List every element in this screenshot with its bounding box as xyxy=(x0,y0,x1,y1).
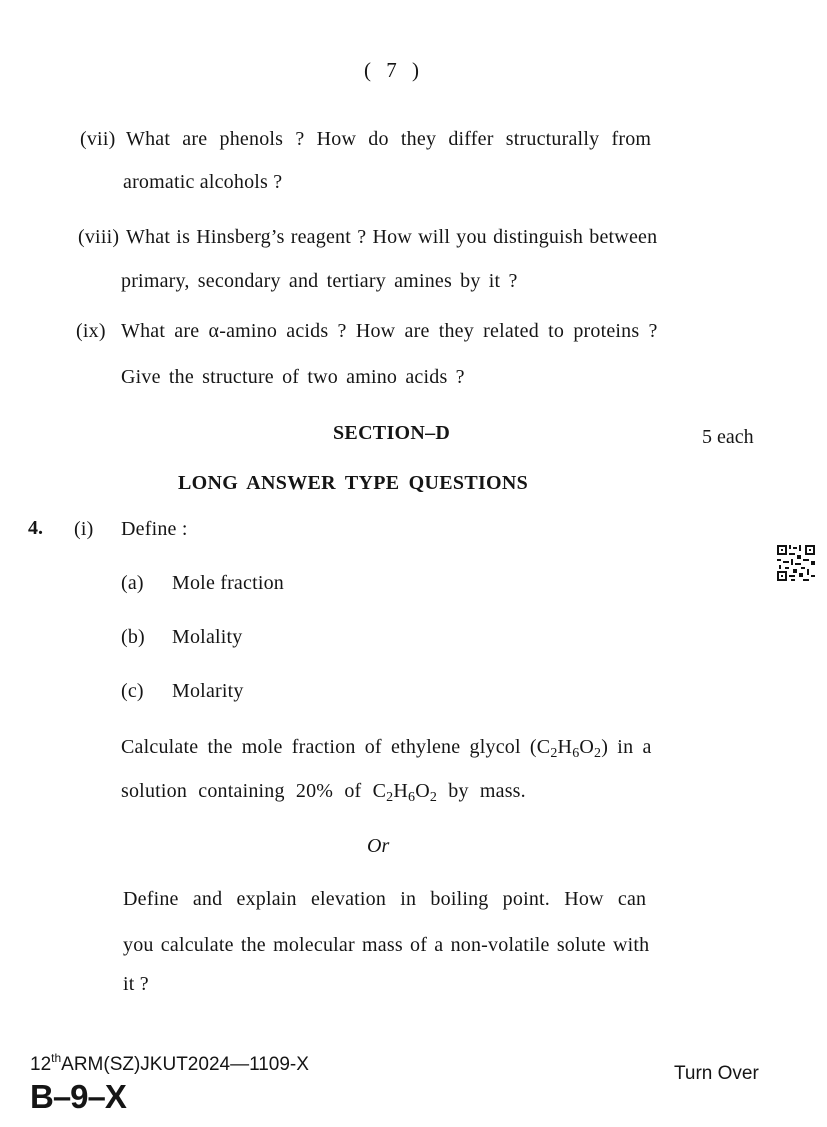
define-label: Define : xyxy=(121,518,188,540)
alt-question-line1: Define and explain elevation in boiling point. How can xyxy=(123,888,647,910)
turn-over-note: Turn Over xyxy=(674,1063,759,1084)
question-label-vii: (vii) xyxy=(80,128,116,150)
qr-code-icon xyxy=(777,545,815,581)
alt-question-line3: it ? xyxy=(123,973,149,995)
paper-code: 12thARM(SZ)JKUT2024—1109-X xyxy=(30,1051,309,1075)
item-label-a: (a) xyxy=(121,572,144,594)
section-subtitle: LONG ANSWER TYPE QUESTIONS xyxy=(178,472,529,494)
item-text-b: Molality xyxy=(172,626,243,648)
calc-line2: solution containing 20% of $C_2H_6O_2$ by mass. xyxy=(121,780,526,805)
question-4-part: (i) xyxy=(74,518,94,540)
or-separator: Or xyxy=(367,835,390,857)
item-label-c: (c) xyxy=(121,680,144,702)
question-label-viii: (viii) xyxy=(78,226,120,248)
item-label-b: (b) xyxy=(121,626,145,648)
section-title: SECTION–D xyxy=(333,422,451,444)
calc-line1: Calculate the mole fraction of ethylene glycol $(C_2H_6O_2)$ in a xyxy=(121,736,652,761)
question-vii-line1: What are phenols ? How do they differ structurally from xyxy=(126,128,652,150)
question-vii-line2: aromatic alcohols ? xyxy=(123,171,283,193)
page-number: ( 7 ) xyxy=(364,58,419,82)
question-ix-line1: What are α-amino acids ? How are they related to proteins ? xyxy=(121,320,658,342)
question-viii-line1: What is Hinsberg’s reagent ? How will you distinguish between xyxy=(126,226,658,248)
item-text-a: Mole fraction xyxy=(172,572,285,594)
question-label-ix: (ix) xyxy=(76,320,106,342)
question-viii-line2: primary, secondary and tertiary amines by it ? xyxy=(121,270,518,292)
item-text-c: Molarity xyxy=(172,680,244,702)
section-marks: 5 each xyxy=(702,426,754,448)
question-number-4: 4. xyxy=(28,517,43,539)
question-ix-line2: Give the structure of two amino acids ? xyxy=(121,366,465,388)
paper-series: B–9–X xyxy=(30,1078,126,1115)
alt-question-line2: you calculate the molecular mass of a non-volatile solute with xyxy=(123,934,650,956)
